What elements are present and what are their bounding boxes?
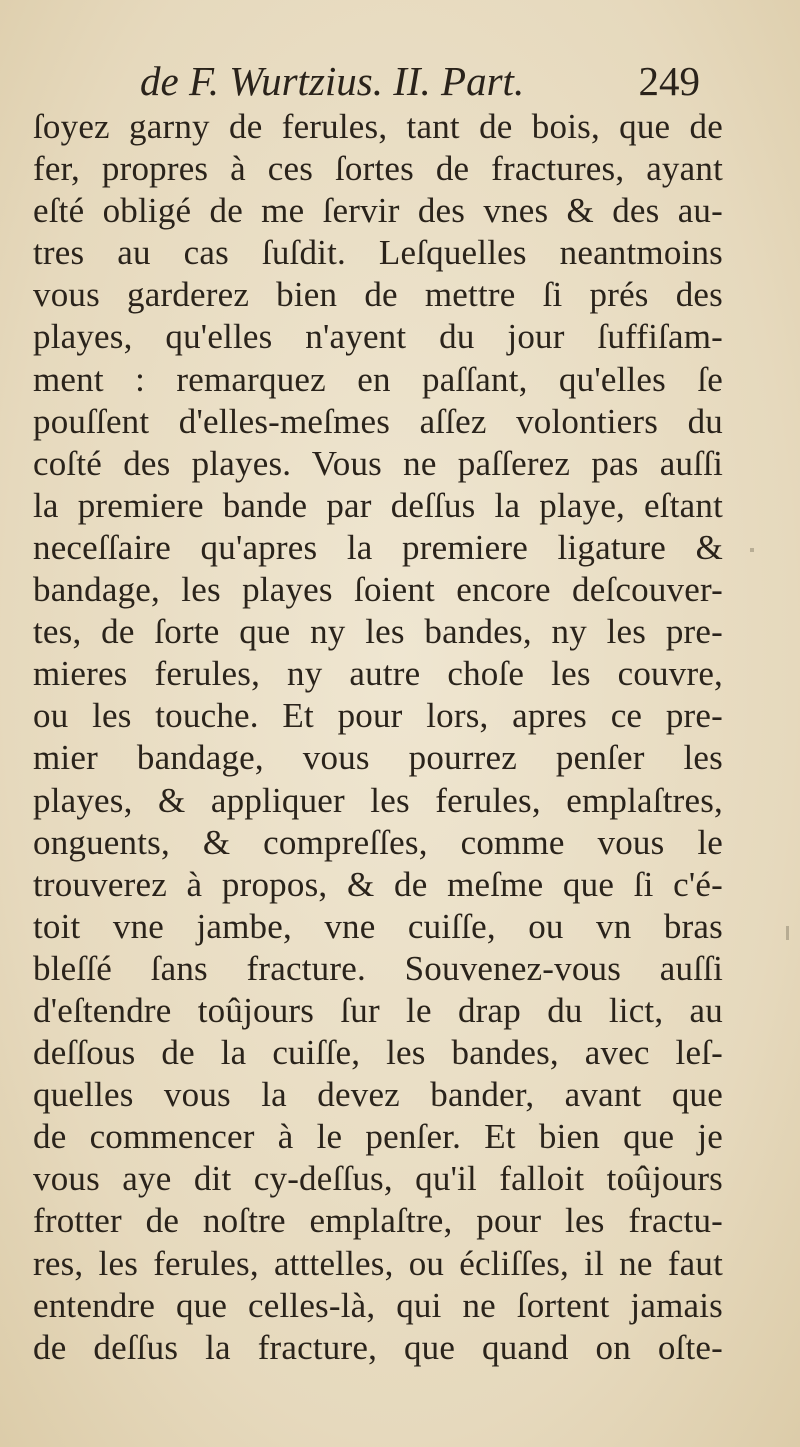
body-text — [33, 106, 723, 1369]
text-line: trouverez à propos, & de meſme que ſi c'é- — [33, 864, 723, 904]
text-line: bleſſé ſans fracture. Souvenez-vous auſſi — [33, 948, 723, 988]
page-number: 249 — [638, 58, 700, 104]
margin-mark — [786, 926, 789, 940]
text-line: ſoyez garny de ferules, tant de bois, que de — [33, 107, 723, 146]
page-header — [140, 56, 700, 106]
text-line: de deſſus la fracture, que quand on oſte- — [33, 1327, 723, 1367]
text-line: eſté obligé de me ſervir des vnes & des au- — [33, 191, 723, 231]
text-line: pouſſent d'elles-meſmes aſſez volontiers du — [33, 401, 723, 441]
text-line: mieres ferules, ny autre choſe les couvre, — [33, 654, 723, 694]
text-line: vous aye dit cy-deſſus, qu'il falloit toûjours — [33, 1159, 723, 1199]
text-line: fer, propres à ces ſortes de fractures, ayant — [33, 149, 723, 189]
text-line: tres au cas ſuſdit. Leſquelles neantmoins — [33, 233, 723, 273]
text-line: ou les touche. Et pour lors, apres ce pre- — [33, 696, 723, 736]
text-line: onguents, & compreſſes, comme vous le — [33, 822, 723, 862]
text-line: tes, de ſorte que ny les bandes, ny les pre- — [33, 612, 723, 652]
text-line: neceſſaire qu'apres la premiere ligature & — [33, 527, 723, 567]
text-line: toit vne jambe, vne cuiſſe, ou vn bras — [33, 906, 723, 946]
text-line: quelles vous la devez bander, avant que — [33, 1075, 723, 1115]
text-line: deſſous de la cuiſſe, les bandes, avec leſ- — [33, 1033, 723, 1073]
text-line: bandage, les playes ſoient encore deſcouver- — [33, 570, 723, 610]
text-line: playes, & appliquer les ferules, emplaſtres, — [33, 780, 723, 820]
text-line: d'eſtendre toûjours ſur le drap du lict, au — [33, 990, 723, 1030]
text-line: mier bandage, vous pourrez penſer les — [33, 738, 723, 778]
text-line: de commencer à le penſer. Et bien que je — [33, 1117, 723, 1157]
text-line: entendre que celles-là, qui ne ſortent jamais — [33, 1285, 723, 1325]
margin-mark — [750, 548, 754, 552]
running-head: de F. Wurtzius. II. Part. — [140, 58, 525, 104]
text-line: ment : remarquez en paſſant, qu'elles ſe — [33, 359, 723, 399]
text-line: vous garderez bien de mettre ſi prés des — [33, 275, 723, 315]
text-line: coſté des playes. Vous ne paſſerez pas auſſi — [33, 443, 723, 483]
text-line: playes, qu'elles n'ayent du jour ſuffiſam- — [33, 317, 723, 357]
text-line: res, les ferules, atttelles, ou écliſſes, il ne faut — [33, 1243, 723, 1283]
text-line: la premiere bande par deſſus la playe, eſtant — [33, 485, 723, 525]
text-line: frotter de noſtre emplaſtre, pour les fractu- — [33, 1201, 723, 1241]
